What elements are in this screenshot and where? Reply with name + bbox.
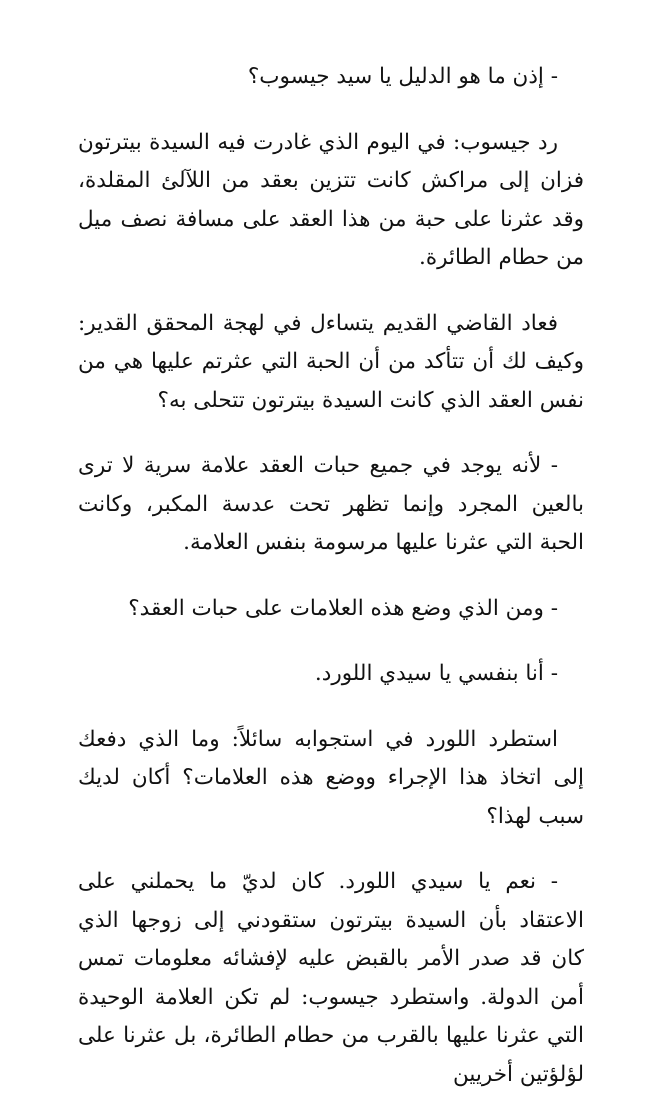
paragraph-7: استطرد اللورد في استجوابه سائلاً: وما الذي دفعك إلى اتخاذ هذا الإجراء ووضع هذه العلامات؟ أكان لديك سبب لهذا؟ (78, 726, 584, 829)
paragraph-2: رد جيسوب: في اليوم الذي غادرت فيه السيدة بيترتون فزان إلى مراكش كانت تتزين بعقد من اللآلئ المقلدة، وقد عثرنا على حبة من هذا العقد على مسافة نصف ميل من حطام الطائرة. (78, 129, 584, 270)
paragraph-4: - لأنه يوجد في جميع حبات العقد علامة سرية لا ترى بالعين المجرد وإنما تظهر تحت عدسة المكبر، وكانت الحبة التي عثرنا عليها مرسومة بنفس العلامة. (78, 453, 584, 555)
book-page-text (78, 58, 584, 1094)
paragraph-8: - نعم يا سيدي اللورد. كان لديّ ما يحملني على الاعتقاد بأن السيدة بيترتون ستقودني إلى زوجها الذي كان قد صدر الأمر بالقبض عليه لإفشائه معلومات تمس أمن الدولة. واستطرد جيسوب: لم تكن العلامة الوحيدة التي عثرنا عليها بالقرب من حطام الطائرة، بل عثرنا على لؤلؤتين أخريين (78, 869, 584, 1087)
paragraph-1: - إذن ما هو الدليل يا سيد جيسوب؟ (247, 64, 558, 89)
paragraph-5: - ومن الذي وضع هذه العلامات على حبات العقد؟ (128, 595, 558, 621)
paragraph-3: فعاد القاضي القديم يتساءل في لهجة المحقق القدير: وكيف لك أن تتأكد من أن الحبة التي عثرتم عليها هي من نفس العقد الذي كانت السيدة بيترتون تتحلى به؟ (78, 310, 584, 413)
paragraph-6: - أنا بنفسي يا سيدي اللورد. (314, 661, 558, 686)
